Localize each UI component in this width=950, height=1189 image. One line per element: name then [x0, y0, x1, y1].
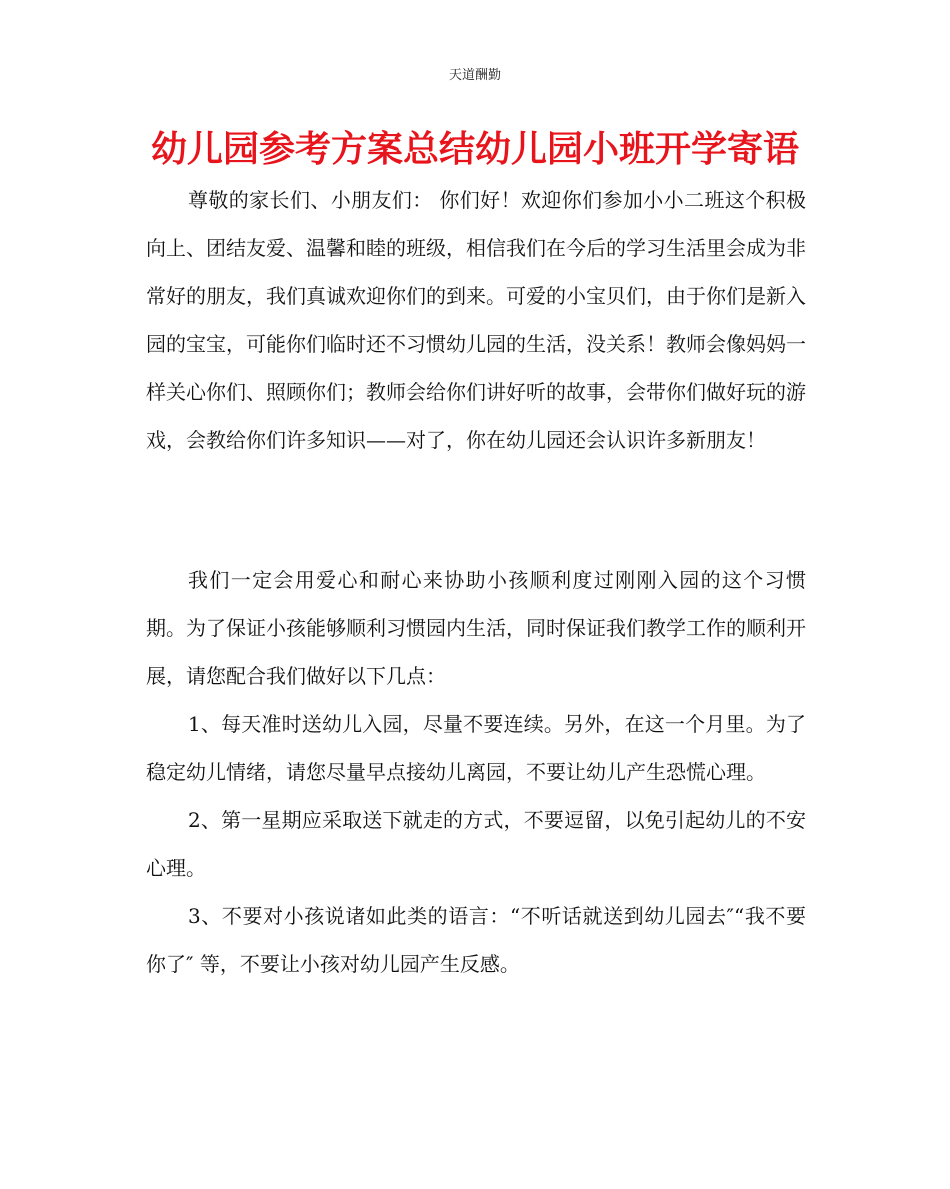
page-header: 天道酬勤 [448, 68, 501, 83]
paragraph-gap [146, 464, 806, 556]
paragraph-item-3: 3、不要对小孩说诸如此类的语言：“不听话就送到幼儿园去″“我不要你了″ 等，不要让小孩对幼儿园产生反感。 [146, 904, 806, 976]
paragraph-item-1: 1、每天准时送幼儿入园，尽量不要连续。另外，在这一个月里。为了稳定幼儿情绪，请您尽量早点接幼儿离园，不要让幼儿产生恐慌心理。 [146, 712, 806, 784]
paragraph-greeting: 尊敬的家长们、小朋友们： 你们好！欢迎你们参加小小二班这个积极向上、团结友爱、温馨和睦的班级，相信我们在今后的学习生活里会成为非常好的朋友，我们真诚欢迎你们的到来。可爱的小宝贝们，由于你们是新入园的宝宝，可能你们临时还不习惯幼儿园的生活，没关系！教师会像妈妈一样关心你们、照顾你们；教师会给你们讲好听的故事，会带你们做好玩的游戏，会教给你们许多知识——对了，你在幼儿园还会认识许多新朋友！ [146, 188, 806, 452]
document-title: 幼儿园参考方案总结幼儿园小班开学寄语 [150, 129, 799, 170]
paragraph-intro: 我们一定会用爱心和耐心来协助小孩顺利度过刚刚入园的这个习惯期。为了保证小孩能够顺利习惯园内生活，同时保证我们教学工作的顺利开展，请您配合我们做好以下几点： [146, 568, 806, 688]
document-body [146, 176, 806, 988]
paragraph-item-2: 2、第一星期应采取送下就走的方式，不要逗留，以免引起幼儿的不安心理。 [146, 808, 806, 880]
